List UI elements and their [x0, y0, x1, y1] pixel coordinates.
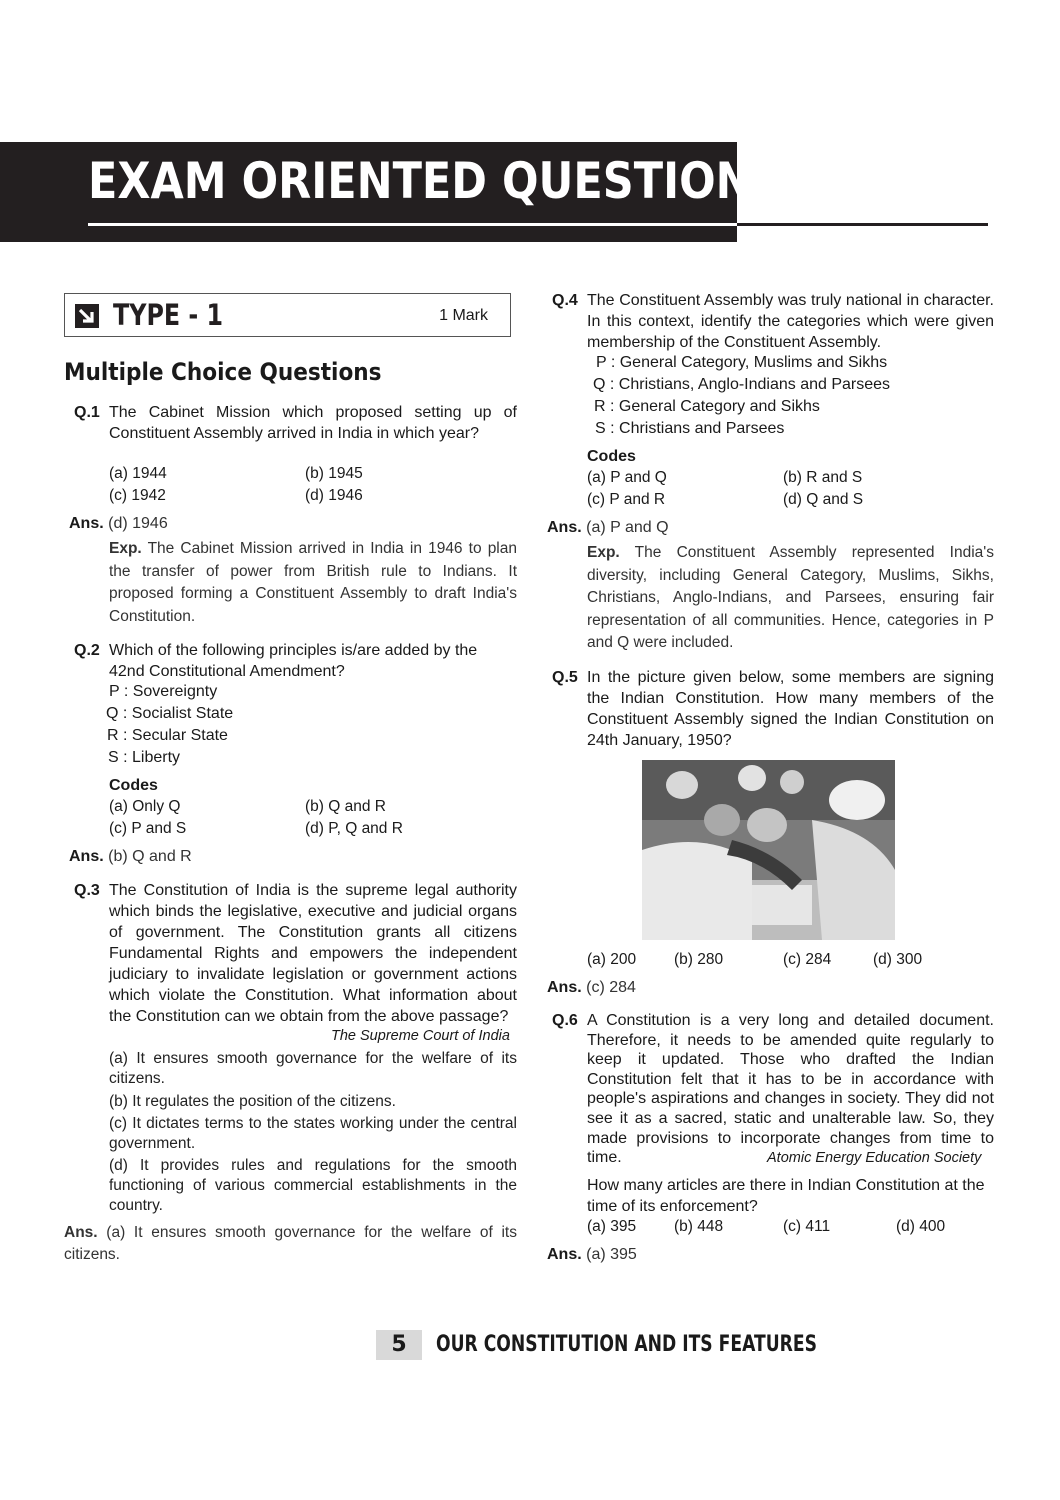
option-d: (d) 400: [896, 1218, 946, 1235]
option-c: (c) 1942: [109, 487, 166, 504]
statement-s: S : Christians and Parsees: [595, 420, 785, 437]
statement-q: Q : Christians, Anglo-Indians and Parsees: [593, 376, 891, 393]
option-d: (d) Q and S: [783, 491, 864, 508]
statement-s: S : Liberty: [108, 749, 181, 766]
option-c: (c) P and S: [109, 820, 187, 837]
section-title: Multiple Choice Questions: [64, 358, 382, 386]
statement-q: Q : Socialist State: [106, 705, 234, 722]
question-number: Q.2: [74, 642, 100, 659]
question-text: The Constituent Assembly was truly national in character. In this context, identify the categories which were given membership of the Constituent Assembly.: [587, 292, 994, 351]
explanation-label: Exp.: [587, 544, 620, 561]
arrow-down-right-icon: [75, 304, 99, 328]
statement-r: R : Secular State: [107, 727, 228, 744]
option-d: (d) P, Q and R: [305, 820, 403, 837]
option-b: (b) 448: [674, 1218, 724, 1235]
option-a: (a) 200: [587, 951, 637, 968]
option-d: (d) 300: [873, 951, 923, 968]
answer-text: (a) 395: [586, 1246, 637, 1263]
answer-text: (a) P and Q: [586, 519, 669, 536]
question-number: Q.3: [74, 882, 100, 899]
answer-label: Ans.: [547, 1246, 582, 1263]
page-number: 5: [376, 1330, 422, 1360]
option-c: (c) P and R: [587, 491, 666, 508]
answer-text: (d) 1946: [108, 515, 168, 532]
option-a: (a) P and Q: [587, 469, 667, 486]
option-d: (d) It provides rules and regulations for the smooth functioning of various commercial establishments in the country.: [109, 1157, 517, 1214]
option-a: (a) It ensures smooth governance for the welfare of its citizens.: [109, 1050, 517, 1087]
option-b: (b) It regulates the position of the citizens.: [109, 1093, 396, 1110]
option-a: (a) Only Q: [109, 798, 181, 815]
chapter-title: OUR CONSTITUTION AND ITS FEATURES: [436, 1332, 817, 1357]
question-text: Which of the following principles is/are added by the 42nd Constitutional Amendment?: [109, 642, 478, 680]
codes-heading: Codes: [587, 448, 636, 465]
answer-text: (a) It ensures smooth governance for the welfare of its citizens.: [64, 1224, 517, 1263]
option-b: (b) R and S: [783, 469, 863, 486]
explanation-text: The Cabinet Mission arrived in India in 1946 to plan the transfer of power from British rule to Indians. It proposed forming a Constituent Assembly to draft India's Constitution.: [109, 540, 517, 625]
option-a: (a) 395: [587, 1218, 637, 1235]
question-number: Q.5: [552, 669, 578, 686]
option-b: (b) 280: [674, 951, 724, 968]
answer-label: Ans.: [64, 1224, 98, 1241]
question-text: The Cabinet Mission which proposed setting up of Constituent Assembly arrived in India in which year?: [109, 404, 517, 442]
question-text: A Constitution is a very long and detailed document. Therefore, it needs to be amended quite regularly to keep it updated. Those who drafted the Indian Constitution felt that it has to be in accordance with people's aspirations and changes in society. They did not see it as a sacred, static and unalterable law. So, they made provisions to incorporate changes from time to time.: [587, 1012, 994, 1167]
page-title: EXAM ORIENTED QUESTIONS: [88, 152, 783, 210]
option-d: (d) 1946: [305, 487, 363, 504]
question-number: Q.1: [74, 404, 100, 421]
explanation: [587, 542, 994, 655]
source-credit: Atomic Energy Education Society: [767, 1150, 982, 1166]
option-c: (c) 411: [783, 1218, 831, 1235]
answer-label: Ans.: [547, 979, 582, 996]
answer-label: Ans.: [69, 848, 104, 865]
source-credit: The Supreme Court of India: [331, 1028, 510, 1044]
explanation-text: The Constituent Assembly represented India's diversity, including General Category, Muslims, Sikhs, Christians, Anglo-Indians, and Parsees, ensuring fair representation of all communities. Hence, categories in P and Q were included.: [587, 544, 994, 651]
type-mark: 1 Mark: [439, 307, 488, 324]
option-c: (c) 284: [783, 951, 832, 968]
option-c: (c) It dictates terms to the states working under the central government.: [109, 1115, 517, 1152]
codes-heading: Codes: [109, 777, 158, 794]
answer-text: (c) 284: [586, 979, 636, 996]
question-text: The Constitution of India is the supreme legal authority which binds the legislative, executive and judicial organs of government. The Constitution grants all citizens Fundamental Rights and empowers the independent judiciary to invalidate legislation or government actions which violate the Constitution. What information about the Constitution can we obtain from the above passage?: [109, 882, 517, 1025]
explanation-label: Exp.: [109, 540, 142, 557]
statement-r: R : General Category and Sikhs: [594, 398, 820, 415]
option-a: (a) 1944: [109, 465, 167, 482]
question-number: Q.4: [552, 292, 578, 309]
statement-p: P : Sovereignty: [109, 683, 218, 700]
answer-label: Ans.: [547, 519, 582, 536]
question-number: Q.6: [552, 1012, 578, 1029]
statement-p: P : General Category, Muslims and Sikhs: [596, 354, 888, 371]
question-text: In the picture given below, some members are signing the Indian Constitution. How many members of the Constituent Assembly signed the Indian Constitution on 24th January, 1950?: [587, 669, 994, 749]
answer-label: Ans.: [69, 515, 104, 532]
option-b: (b) 1945: [305, 465, 363, 482]
type-label: TYPE - 1: [113, 298, 224, 332]
question-prompt: How many articles are there in Indian Constitution at the time of its enforcement?: [587, 1177, 985, 1215]
option-b: (b) Q and R: [305, 798, 386, 815]
answer-text: (b) Q and R: [108, 848, 192, 865]
constitution-signing-photo: [642, 760, 895, 940]
explanation: [109, 538, 517, 628]
type-box: [64, 293, 511, 337]
header-rule-highlight: [88, 223, 737, 226]
